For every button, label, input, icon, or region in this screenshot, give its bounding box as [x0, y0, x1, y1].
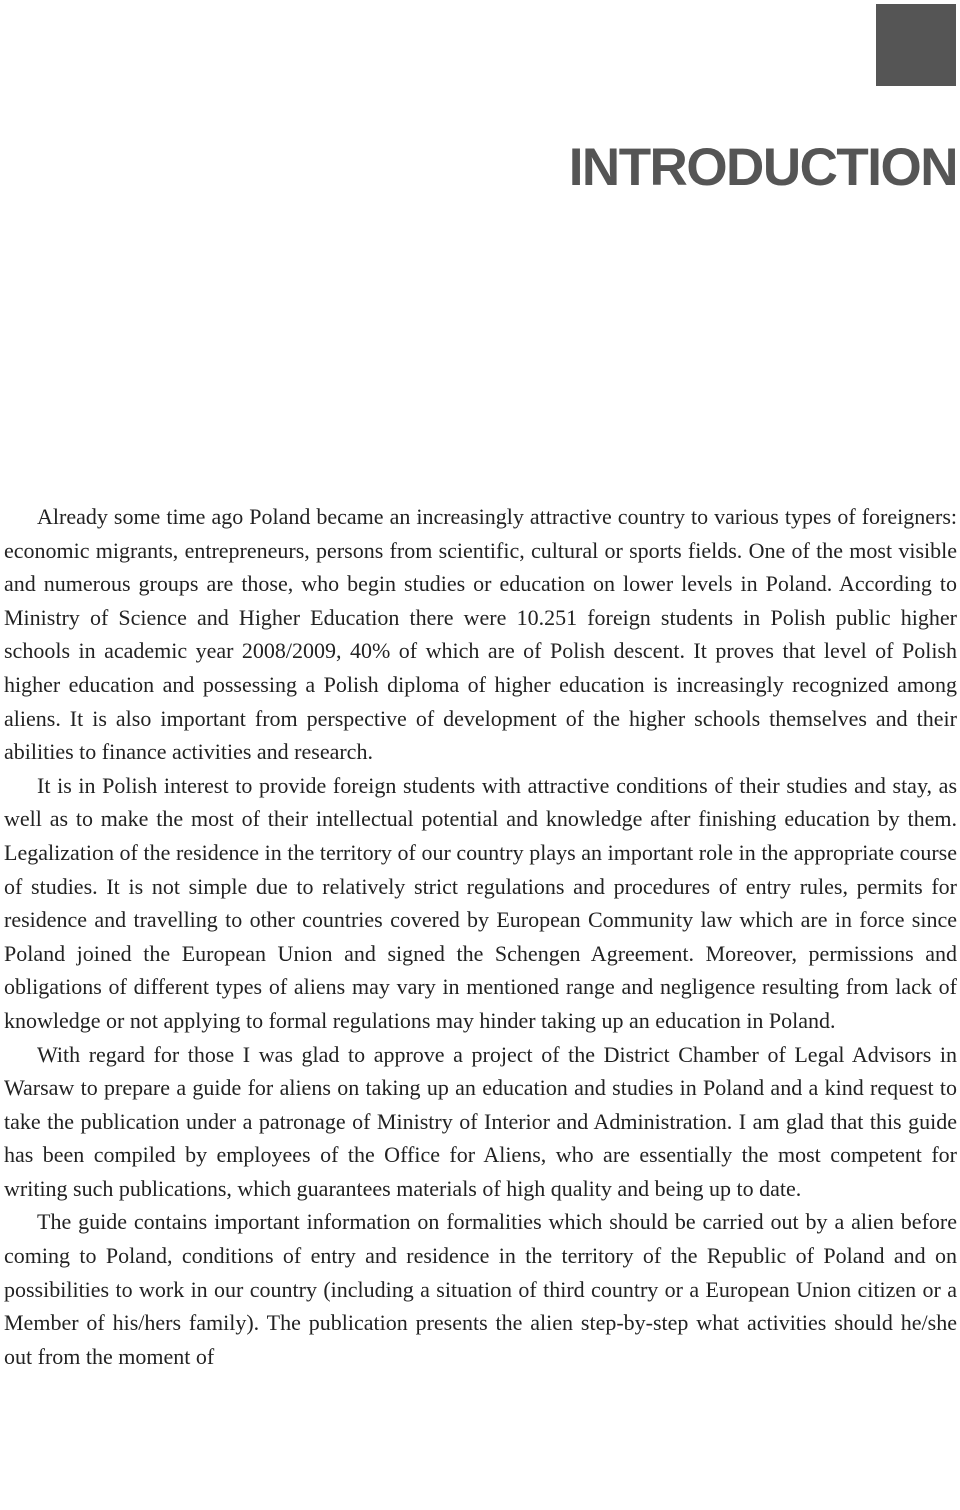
page-title: INTRODUCTION	[568, 138, 957, 197]
body-text	[4, 500, 957, 1373]
paragraph: The guide contains important information on formalities which should be carried out by a alien before coming to Poland, conditions of entry and residence in the territory of the Republic of Poland and on possibilities to work in our country (including a situation of third country or a European Union citizen or a Member of his/hers family). The publication presents the alien step-by-step what activities should he/she out from the moment of	[4, 1209, 957, 1369]
paragraph: It is in Polish interest to provide foreign students with attractive conditions of their studies and stay, as well as to make the most of their intellectual potential and knowledge after finishing education by them. Legalization of the residence in the territory of our country plays an important role in the appropriate course of studies. It is not simple due to relatively strict regulations and procedures of entry rules, permits for residence and travelling to other countries covered by European Community law which are in force since Poland joined the European Union and signed the Schengen Agreement. Moreover, permissions and obligations of different types of aliens may vary in mentioned range and negligence resulting from lack of knowledge or not applying to formal regulations may hinder taking up an education in Poland.	[4, 772, 957, 1033]
corner-block-decoration	[876, 4, 956, 86]
paragraph: With regard for those I was glad to approve a project of the District Chamber of Legal Advisors in Warsaw to prepare a guide for aliens on taking up an education and studies in Poland and a kind request to take the publication under a patronage of Ministry of Interior and Administration. I am glad that this guide has been compiled by employees of the Office for Aliens, who are essentially the most competent for writing such publications, which guarantees materials of high quality and being up to date.	[4, 1041, 957, 1201]
paragraph: Already some time ago Poland became an increasingly attractive country to various types of foreigners: economic migrants, entrepreneurs, persons from scientific, cultural or sports fields. One of the most visible and numerous groups are those, who begin studies or education on lower levels in Poland. According to Ministry of Science and Higher Education there were 10.251 foreign students in Polish public higher schools in academic year 2008/2009, 40% of which are of Polish descent. It proves that level of Polish higher education and possessing a Polish diploma of higher education is increasingly recognized among aliens. It is also important from perspective of development of the higher schools themselves and their abilities to finance activities and research.	[4, 504, 957, 765]
